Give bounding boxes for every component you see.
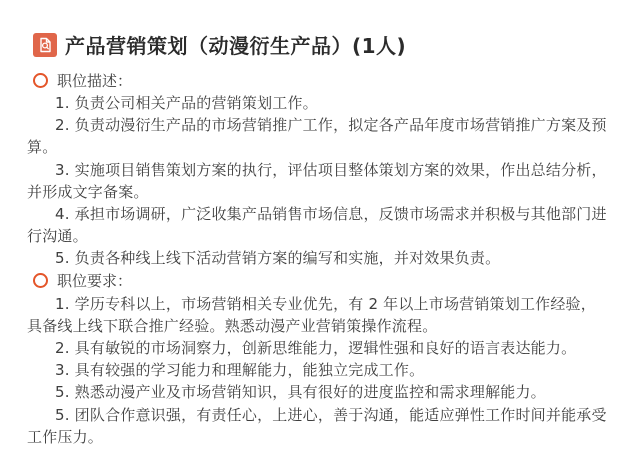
section-heading: 职位描述： (57, 71, 133, 90)
section-job-requirements (27, 270, 611, 448)
list-item: 3. 具有较强的学习能力和理解能力，能独立完成工作。 (55, 361, 425, 380)
circle-outline-bullet-icon (33, 73, 48, 88)
section-heading: 职位要求： (57, 272, 133, 291)
list-item: 5. 熟悉动漫产业及市场营销知识，具有很好的进度监控和需求理解能力。 (55, 383, 546, 402)
document-search-icon (33, 33, 57, 57)
section-job-description (27, 69, 611, 270)
list-item: 4. 承担市场调研，广泛收集产品销售市场信息，反馈市场需求并积极与其他部门进行沟通。 (27, 205, 607, 246)
section-heading-row (33, 270, 611, 292)
list-item: 3. 实施项目销售策划方案的执行，评估项目整体策划方案的效果，作出总结分析，并形成文字备案。 (27, 160, 607, 201)
list-item: 5. 团队合作意识强，有责任心，上进心，善于沟通，能适应弹性工作时间并能承受工作压力。 (27, 405, 607, 446)
section-heading-row (33, 69, 611, 91)
job-title: 产品营销策划（动漫衍生产品）(1人) (65, 34, 407, 58)
list-item: 5. 负责各种线上线下活动营销方案的编写和实施，并对效果负责。 (55, 249, 501, 268)
list-item: 2. 具有敏锐的市场洞察力，创新思维能力，逻辑性强和良好的语言表达能力。 (55, 339, 577, 358)
list-item: 2. 负责动漫衍生产品的市场营销推广工作，拟定各产品年度市场营销推广方案及预算。 (27, 116, 607, 157)
list-item: 1. 学历专科以上，市场营销相关专业优先，有 2 年以上市场营销策划工作经验，具备线上线下联合推广经验。熟悉动漫产业营销策操作流程。 (27, 294, 596, 335)
job-title-row (33, 30, 611, 59)
list-item: 1. 负责公司相关产品的营销策划工作。 (55, 94, 318, 112)
circle-outline-bullet-icon (33, 273, 48, 288)
